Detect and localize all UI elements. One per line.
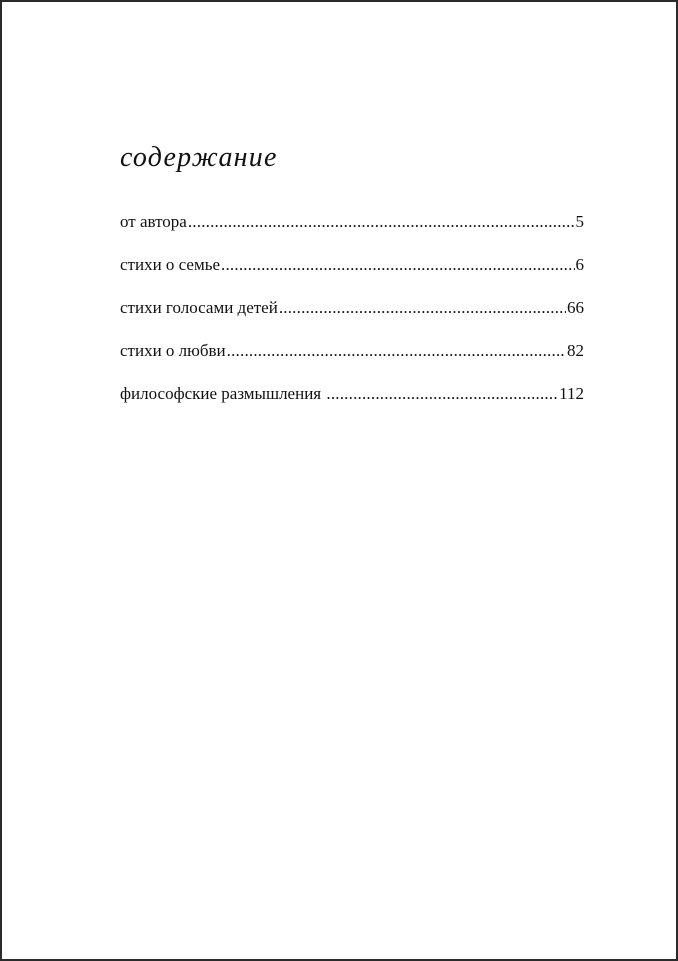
dot-leader [188, 210, 575, 234]
toc-entry [120, 210, 584, 253]
toc-entry-page-number: 5 [575, 212, 584, 231]
table-of-contents [120, 210, 584, 425]
toc-entry-page-number: 112 [559, 384, 584, 403]
toc-entry-label: стихи о любви [120, 341, 226, 360]
toc-entry [120, 339, 584, 382]
toc-entry-label: от автора [120, 212, 187, 231]
dot-leader [326, 382, 558, 406]
toc-entry-page-number: 66 [567, 298, 584, 317]
dot-leader [279, 296, 566, 320]
toc-entry-label: стихи голосами детей [120, 298, 278, 317]
toc-entry [120, 382, 584, 425]
contents-title: содержание [120, 142, 278, 173]
toc-entry [120, 253, 584, 296]
dot-leader [221, 253, 574, 277]
toc-entry-page-number: 6 [575, 255, 584, 274]
toc-entry-page-number: 82 [567, 341, 584, 360]
toc-entry-label: стихи о семье [120, 255, 221, 274]
toc-entry [120, 296, 584, 339]
toc-entry-label: философские размышления [120, 384, 326, 403]
dot-leader [227, 339, 566, 363]
